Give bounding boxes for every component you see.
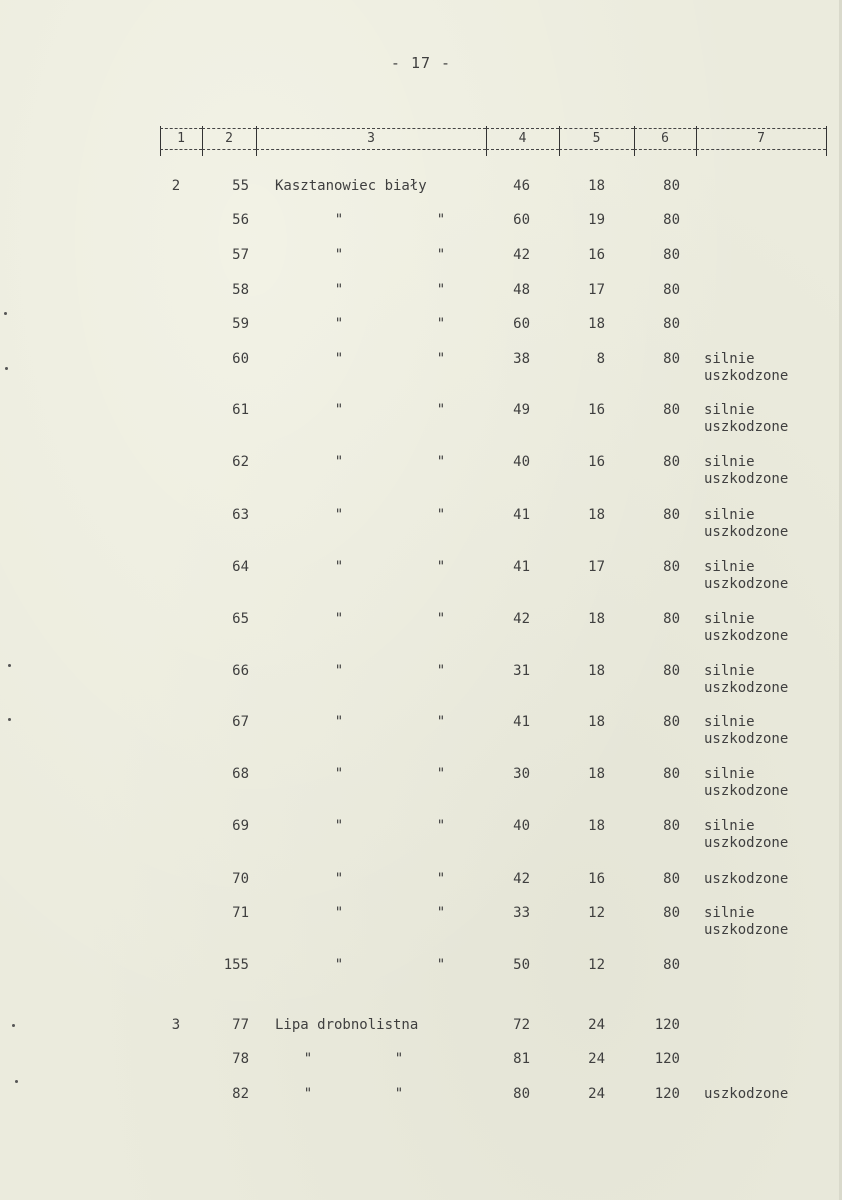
ditto-mark: " [436,559,446,575]
ditto-mark: " [334,351,344,367]
value-col-4: 72 [513,1017,530,1033]
ditto-mark: " [334,663,344,679]
header-col-4: 4 [486,128,559,150]
header-col-3: 3 [256,128,486,150]
condition-note: uszkodzone [704,835,789,851]
condition-note: silnie [704,402,755,418]
value-col-4: 40 [513,454,530,470]
ditto-mark: " [436,402,446,418]
condition-note: uszkodzone [704,524,789,540]
ditto-mark: " [334,766,344,782]
page-number: - 17 - [390,54,452,72]
condition-note: silnie [704,559,755,575]
tree-number: 70 [232,871,249,887]
value-col-5: 24 [588,1051,605,1067]
value-col-6: 80 [663,905,680,921]
value-col-6: 80 [663,818,680,834]
value-col-5: 18 [588,507,605,523]
value-col-6: 80 [663,402,680,418]
condition-note: silnie [704,454,755,470]
header-col-7: 7 [696,128,826,150]
condition-note: uszkodzone [704,871,789,887]
value-col-6: 80 [663,316,680,332]
ditto-mark: " [436,714,446,730]
tree-number: 57 [232,247,249,263]
condition-note: uszkodzone [704,368,789,384]
value-col-4: 46 [513,178,530,194]
condition-note: uszkodzone [704,922,789,938]
value-col-4: 41 [513,559,530,575]
value-col-4: 49 [513,402,530,418]
header-col-1: 1 [160,128,202,150]
value-col-4: 33 [513,905,530,921]
value-col-4: 60 [513,316,530,332]
value-col-5: 12 [588,905,605,921]
value-col-4: 42 [513,611,530,627]
value-col-6: 80 [663,212,680,228]
value-col-5: 19 [588,212,605,228]
tree-number: 60 [232,351,249,367]
value-col-5: 18 [588,714,605,730]
ditto-mark: " [436,507,446,523]
value-col-5: 18 [588,316,605,332]
species-name: Kasztanowiec biały [275,178,427,194]
value-col-4: 42 [513,871,530,887]
scan-speck [15,1080,18,1083]
value-col-5: 18 [588,663,605,679]
value-col-4: 42 [513,247,530,263]
header-col-6: 6 [634,128,696,150]
ditto-mark: " [334,282,344,298]
species-name: Lipa drobnolistna [275,1017,419,1033]
value-col-4: 40 [513,818,530,834]
value-col-4: 50 [513,957,530,973]
value-col-5: 24 [588,1086,605,1102]
ditto-mark: " [303,1051,313,1067]
tree-number: 155 [223,957,249,973]
tree-number: 69 [232,818,249,834]
ditto-mark: " [436,766,446,782]
ditto-mark: " [334,611,344,627]
value-col-5: 18 [588,611,605,627]
value-col-5: 16 [588,454,605,470]
ditto-mark: " [436,454,446,470]
ditto-mark: " [334,212,344,228]
tree-number: 63 [232,507,249,523]
value-col-4: 38 [513,351,530,367]
value-col-5: 18 [588,178,605,194]
ditto-mark: " [334,402,344,418]
header-col-5: 5 [559,128,634,150]
ditto-mark: " [394,1051,404,1067]
condition-note: uszkodzone [704,680,789,696]
value-col-5: 8 [596,351,605,367]
value-col-5: 24 [588,1017,605,1033]
condition-note: uszkodzone [704,576,789,592]
value-col-4: 81 [513,1051,530,1067]
tree-number: 66 [232,663,249,679]
tree-number: 78 [232,1051,249,1067]
ditto-mark: " [436,282,446,298]
tree-number: 77 [232,1017,249,1033]
ditto-mark: " [334,316,344,332]
ditto-mark: " [436,212,446,228]
value-col-4: 48 [513,282,530,298]
tree-number: 55 [232,178,249,194]
value-col-6: 120 [654,1051,680,1067]
tree-number: 82 [232,1086,249,1102]
condition-note: silnie [704,905,755,921]
condition-note: silnie [704,351,755,367]
condition-note: uszkodzone [704,419,789,435]
tree-number: 65 [232,611,249,627]
ditto-mark: " [436,905,446,921]
ditto-mark: " [334,507,344,523]
ditto-mark: " [334,454,344,470]
value-col-5: 16 [588,871,605,887]
value-col-4: 31 [513,663,530,679]
ditto-mark: " [436,957,446,973]
condition-note: silnie [704,818,755,834]
ditto-mark: " [436,871,446,887]
ditto-mark: " [334,247,344,263]
condition-note: uszkodzone [704,731,789,747]
value-col-4: 30 [513,766,530,782]
ditto-mark: " [303,1086,313,1102]
group-number: 2 [171,178,181,194]
value-col-6: 120 [654,1017,680,1033]
ditto-mark: " [436,663,446,679]
ditto-mark: " [394,1086,404,1102]
condition-note: uszkodzone [704,1086,789,1102]
value-col-5: 16 [588,247,605,263]
value-col-6: 80 [663,178,680,194]
value-col-4: 41 [513,714,530,730]
scan-speck [8,664,11,667]
value-col-6: 80 [663,559,680,575]
condition-note: uszkodzone [704,783,789,799]
condition-note: silnie [704,507,755,523]
scan-speck [8,718,11,721]
ditto-mark: " [334,559,344,575]
scan-speck [5,367,8,370]
value-col-6: 80 [663,957,680,973]
header-separator [826,126,827,156]
value-col-6: 80 [663,871,680,887]
condition-note: uszkodzone [704,628,789,644]
ditto-mark: " [334,905,344,921]
ditto-mark: " [334,957,344,973]
condition-note: silnie [704,663,755,679]
condition-note: uszkodzone [704,471,789,487]
ditto-mark: " [436,818,446,834]
tree-number: 64 [232,559,249,575]
tree-number: 56 [232,212,249,228]
condition-note: silnie [704,611,755,627]
value-col-6: 80 [663,611,680,627]
ditto-mark: " [436,351,446,367]
value-col-5: 18 [588,818,605,834]
ditto-mark: " [436,316,446,332]
value-col-6: 80 [663,714,680,730]
value-col-6: 80 [663,351,680,367]
ditto-mark: " [334,818,344,834]
tree-number: 59 [232,316,249,332]
value-col-6: 80 [663,663,680,679]
value-col-5: 18 [588,766,605,782]
condition-note: silnie [704,766,755,782]
tree-number: 67 [232,714,249,730]
value-col-5: 17 [588,282,605,298]
value-col-4: 60 [513,212,530,228]
value-col-5: 12 [588,957,605,973]
value-col-5: 17 [588,559,605,575]
tree-number: 62 [232,454,249,470]
value-col-5: 16 [588,402,605,418]
group-number: 3 [171,1017,181,1033]
value-col-4: 80 [513,1086,530,1102]
header-col-2: 2 [202,128,256,150]
condition-note: silnie [704,714,755,730]
tree-number: 61 [232,402,249,418]
value-col-6: 80 [663,282,680,298]
value-col-6: 80 [663,454,680,470]
value-col-6: 80 [663,247,680,263]
scan-speck [4,312,7,315]
scan-speck [12,1024,15,1027]
value-col-6: 120 [654,1086,680,1102]
ditto-mark: " [334,871,344,887]
ditto-mark: " [436,611,446,627]
tree-number: 68 [232,766,249,782]
tree-number: 71 [232,905,249,921]
tree-number: 58 [232,282,249,298]
value-col-6: 80 [663,766,680,782]
ditto-mark: " [334,714,344,730]
ditto-mark: " [436,247,446,263]
value-col-4: 41 [513,507,530,523]
value-col-6: 80 [663,507,680,523]
